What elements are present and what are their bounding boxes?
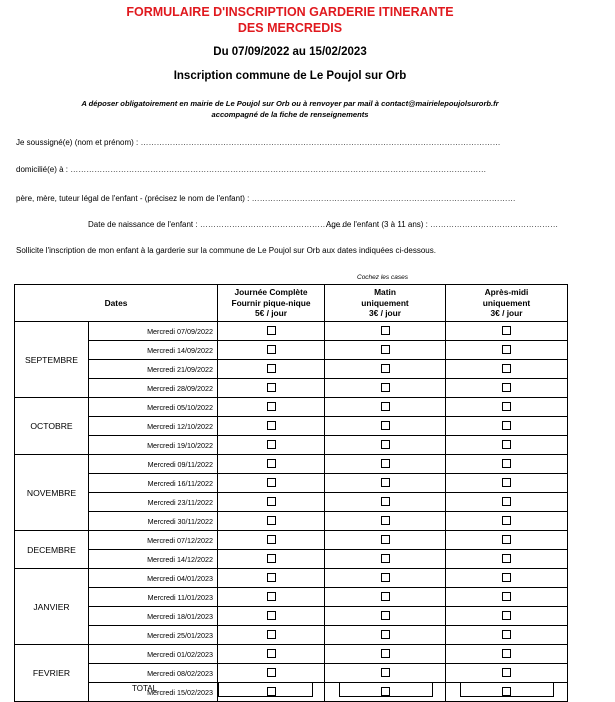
registration-table [14, 284, 568, 702]
table-row [15, 474, 568, 493]
afternoon-checkbox[interactable] [502, 592, 511, 601]
table-row [15, 436, 568, 455]
full-day-checkbox[interactable] [267, 459, 276, 468]
afternoon-cell [446, 474, 568, 493]
field-naissance[interactable]: Date de naissance de l'enfant : ……………………………………………… [88, 220, 344, 229]
form-title-line2: DES MERCREDIS [237, 21, 343, 35]
field-naissance-label: Date de naissance de l'enfant : [88, 220, 198, 229]
full-day-cell [218, 436, 325, 455]
morning-checkbox[interactable] [381, 326, 390, 335]
field-soussigne-label: Je soussigné(e) (nom et prénom) : [16, 138, 139, 147]
field-parent-label: père, mère, tuteur légal de l'enfant - (précisez le nom de l'enfant) : [16, 194, 250, 203]
field-domicilie[interactable]: domicilié(e) à : ………………………………………………………………………………………………………………………………………… [16, 165, 487, 174]
afternoon-checkbox[interactable] [502, 649, 511, 658]
full-day-cell [218, 455, 325, 474]
morning-cell [325, 398, 446, 417]
morning-cell [325, 341, 446, 360]
morning-checkbox[interactable] [381, 440, 390, 449]
date-cell: Mercredi 11/01/2023 [89, 588, 218, 607]
period: Du 07/09/2022 au 15/02/2023 [213, 46, 367, 58]
table-row [15, 455, 568, 474]
morning-cell [325, 664, 446, 683]
full-day-cell [218, 588, 325, 607]
morning-checkbox[interactable] [381, 383, 390, 392]
morning-checkbox[interactable] [381, 535, 390, 544]
morning-checkbox[interactable] [381, 630, 390, 639]
full-day-cell [218, 569, 325, 588]
month-label: OCTOBRE [15, 398, 89, 455]
afternoon-cell [446, 607, 568, 626]
instructions-line1: A déposer obligatoirement en mairie de Le Poujol sur Orb ou à renvoyer par mail à contact@mairielepoujolsurorb.fr [81, 99, 499, 108]
full-day-checkbox[interactable] [267, 364, 276, 373]
month-label: JANVIER [15, 569, 89, 645]
afternoon-cell [446, 322, 568, 341]
full-day-cell [218, 417, 325, 436]
full-day-cell [218, 664, 325, 683]
full-day-checkbox[interactable] [267, 345, 276, 354]
table-row [15, 398, 568, 417]
afternoon-checkbox[interactable] [502, 535, 511, 544]
table-row [15, 588, 568, 607]
morning-checkbox[interactable] [381, 592, 390, 601]
morning-cell [325, 360, 446, 379]
afternoon-checkbox[interactable] [502, 364, 511, 373]
date-cell: Mercredi 07/09/2022 [89, 322, 218, 341]
date-cell: Mercredi 21/09/2022 [89, 360, 218, 379]
total-full-day-field[interactable] [218, 682, 313, 697]
date-cell: Mercredi 01/02/2023 [89, 645, 218, 664]
afternoon-checkbox[interactable] [502, 573, 511, 582]
month-label: NOVEMBRE [15, 455, 89, 531]
morning-cell [325, 474, 446, 493]
morning-checkbox[interactable] [381, 573, 390, 582]
morning-cell [325, 626, 446, 645]
date-cell: Mercredi 09/11/2022 [89, 455, 218, 474]
date-cell: Mercredi 08/02/2023 [89, 664, 218, 683]
full-day-cell [218, 645, 325, 664]
full-day-checkbox[interactable] [267, 535, 276, 544]
field-soussigne[interactable]: Je soussigné(e) (nom et prénom) : ……………………………………………………………………………………………………………………… [16, 138, 501, 147]
date-cell: Mercredi 25/01/2023 [89, 626, 218, 645]
table-row [15, 360, 568, 379]
afternoon-cell [446, 626, 568, 645]
full-day-checkbox[interactable] [267, 421, 276, 430]
full-day-checkbox[interactable] [267, 592, 276, 601]
morning-checkbox[interactable] [381, 554, 390, 563]
full-day-cell [218, 379, 325, 398]
morning-cell [325, 436, 446, 455]
afternoon-checkbox[interactable] [502, 554, 511, 563]
dates-header: Dates [15, 285, 218, 322]
afternoon-cell [446, 512, 568, 531]
full-day-checkbox[interactable] [267, 383, 276, 392]
afternoon-checkbox[interactable] [502, 440, 511, 449]
afternoon-checkbox[interactable] [502, 497, 511, 506]
morning-cell [325, 645, 446, 664]
table-row [15, 512, 568, 531]
full-day-cell [218, 512, 325, 531]
afternoon-checkbox[interactable] [502, 459, 511, 468]
morning-checkbox[interactable] [381, 459, 390, 468]
afternoon-cell [446, 398, 568, 417]
afternoon-cell [446, 360, 568, 379]
afternoon-checkbox[interactable] [502, 326, 511, 335]
table-header-row [15, 285, 568, 322]
morning-cell [325, 455, 446, 474]
table-row [15, 664, 568, 683]
date-cell: Mercredi 15/02/2023 [89, 683, 218, 702]
afternoon-checkbox[interactable] [502, 516, 511, 525]
full-day-cell [218, 398, 325, 417]
field-age[interactable]: Age de l'enfant (3 à 11 ans) : ………………………………………… [326, 220, 559, 229]
full-day-cell [218, 493, 325, 512]
afternoon-cell [446, 550, 568, 569]
form-title: FORMULAIRE D'INSCRIPTION GARDERIE ITINERANTE [126, 5, 454, 19]
morning-checkbox[interactable] [381, 402, 390, 411]
afternoon-cell [446, 417, 568, 436]
cochez-hint: Cochez les cases [357, 274, 408, 281]
morning-checkbox[interactable] [381, 668, 390, 677]
full-day-checkbox[interactable] [267, 478, 276, 487]
full-day-cell [218, 360, 325, 379]
morning-cell [325, 379, 446, 398]
date-cell: Mercredi 23/11/2022 [89, 493, 218, 512]
commune-heading: Inscription commune de Le Poujol sur Orb [173, 70, 407, 82]
afternoon-checkbox[interactable] [502, 478, 511, 487]
afternoon-cell [446, 341, 568, 360]
morning-cell [325, 588, 446, 607]
afternoon-cell [446, 379, 568, 398]
full-day-cell [218, 322, 325, 341]
full-day-checkbox[interactable] [267, 611, 276, 620]
morning-cell [325, 531, 446, 550]
afternoon-checkbox[interactable] [502, 345, 511, 354]
morning-cell [325, 569, 446, 588]
afternoon-checkbox[interactable] [502, 421, 511, 430]
table-row [15, 550, 568, 569]
sollicite-text: Sollicite l'inscription de mon enfant à la garderie sur la commune de Le Poujol sur Orb aux dates indiquées ci-dessous. [16, 246, 436, 255]
date-cell: Mercredi 12/10/2022 [89, 417, 218, 436]
full-day-cell [218, 341, 325, 360]
full-day-checkbox[interactable] [267, 630, 276, 639]
morning-checkbox[interactable] [381, 649, 390, 658]
full-day-checkbox[interactable] [267, 516, 276, 525]
full-day-checkbox[interactable] [267, 326, 276, 335]
morning-header: Matin uniquement 3€ / jour [325, 285, 446, 322]
morning-checkbox[interactable] [381, 345, 390, 354]
morning-cell [325, 550, 446, 569]
table-row [15, 569, 568, 588]
table-row [15, 341, 568, 360]
afternoon-checkbox[interactable] [502, 611, 511, 620]
month-label: DECEMBRE [15, 531, 89, 569]
table-row [15, 379, 568, 398]
afternoon-cell [446, 645, 568, 664]
afternoon-cell [446, 455, 568, 474]
afternoon-checkbox[interactable] [502, 630, 511, 639]
afternoon-header: Après-midi uniquement 3€ / jour [446, 285, 568, 322]
table-row [15, 626, 568, 645]
full-day-checkbox[interactable] [267, 573, 276, 582]
table-row [15, 417, 568, 436]
full-day-checkbox[interactable] [267, 649, 276, 658]
table-row [15, 322, 568, 341]
morning-checkbox[interactable] [381, 421, 390, 430]
date-cell: Mercredi 14/09/2022 [89, 341, 218, 360]
table-row [15, 531, 568, 550]
date-cell: Mercredi 14/12/2022 [89, 550, 218, 569]
full-day-checkbox[interactable] [267, 440, 276, 449]
field-domicilie-label: domicilié(e) à : [16, 165, 69, 174]
morning-checkbox[interactable] [381, 516, 390, 525]
field-age-label: Age de l'enfant (3 à 11 ans) : [326, 220, 428, 229]
afternoon-cell [446, 569, 568, 588]
full-day-cell [218, 626, 325, 645]
afternoon-checkbox[interactable] [502, 402, 511, 411]
morning-checkbox[interactable] [381, 611, 390, 620]
date-cell: Mercredi 28/09/2022 [89, 379, 218, 398]
morning-cell [325, 512, 446, 531]
afternoon-cell [446, 493, 568, 512]
morning-checkbox[interactable] [381, 364, 390, 373]
afternoon-cell [446, 531, 568, 550]
afternoon-cell [446, 436, 568, 455]
date-cell: Mercredi 07/12/2022 [89, 531, 218, 550]
table-row [15, 645, 568, 664]
total-afternoon-field[interactable] [460, 682, 554, 697]
date-cell: Mercredi 16/11/2022 [89, 474, 218, 493]
full-day-cell [218, 474, 325, 493]
morning-cell [325, 322, 446, 341]
morning-checkbox[interactable] [381, 497, 390, 506]
afternoon-cell [446, 664, 568, 683]
instructions-line2: accompagné de la fiche de renseignements [211, 110, 369, 119]
morning-cell [325, 417, 446, 436]
month-label: SEPTEMBRE [15, 322, 89, 398]
total-morning-field[interactable] [339, 682, 433, 697]
date-cell: Mercredi 18/01/2023 [89, 607, 218, 626]
total-label: TOTAL [132, 684, 158, 693]
full-day-checkbox[interactable] [267, 402, 276, 411]
morning-cell [325, 607, 446, 626]
date-cell: Mercredi 30/11/2022 [89, 512, 218, 531]
full-day-cell [218, 607, 325, 626]
date-cell: Mercredi 05/10/2022 [89, 398, 218, 417]
full-day-checkbox[interactable] [267, 497, 276, 506]
date-cell: Mercredi 19/10/2022 [89, 436, 218, 455]
field-parent[interactable]: père, mère, tuteur légal de l'enfant - (précisez le nom de l'enfant) : ……………………………………………………………………………………… [16, 194, 516, 203]
full-day-header: Journée Complète Fournir pique-nique 5€ / jour [218, 285, 325, 322]
morning-checkbox[interactable] [381, 478, 390, 487]
full-day-cell [218, 550, 325, 569]
table-row [15, 607, 568, 626]
full-day-checkbox[interactable] [267, 668, 276, 677]
afternoon-checkbox[interactable] [502, 383, 511, 392]
afternoon-checkbox[interactable] [502, 668, 511, 677]
afternoon-cell [446, 588, 568, 607]
table-row [15, 493, 568, 512]
full-day-checkbox[interactable] [267, 554, 276, 563]
full-day-cell [218, 531, 325, 550]
date-cell: Mercredi 04/01/2023 [89, 569, 218, 588]
month-label: FEVRIER [15, 645, 89, 702]
morning-cell [325, 493, 446, 512]
